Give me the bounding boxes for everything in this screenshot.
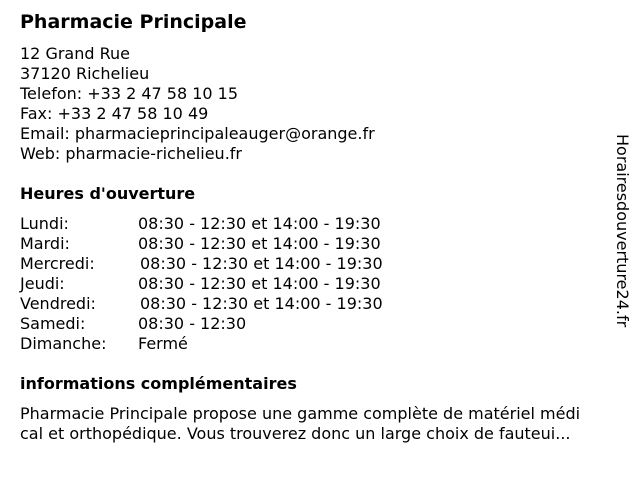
hours-row-wednesday [20,254,440,274]
day-hours: Fermé [138,334,188,353]
day-hours: 08:30 - 12:30 [138,314,247,333]
hours-row-thursday [20,274,440,294]
day-label: Vendredi: [20,294,96,313]
hours-heading: Heures d'ouverture [20,184,196,203]
phone-number: Telefon: +33 2 47 58 10 15 [20,84,239,103]
day-label: Mardi: [20,234,70,253]
hours-row-sunday [20,334,440,354]
site-watermark: Horairesdouverture24.fr [613,134,632,328]
hours-row-friday [20,294,440,314]
address-street: 12 Grand Rue [20,44,130,63]
info-line: Pharmacie Principale propose une gamme complète de matériel médi [20,404,581,423]
fax-number: Fax: +33 2 47 58 10 49 [20,104,209,123]
hours-row-monday [20,214,440,234]
contact-block [20,44,375,164]
info-description [20,404,620,444]
website: Web: pharmacie-richelieu.fr [20,144,242,163]
info-heading: informations complémentaires [20,374,297,393]
day-hours: 08:30 - 12:30 et 14:00 - 19:30 [140,294,383,313]
day-label: Samedi: [20,314,86,333]
info-line: cal et orthopédique. Vous trouverez donc un large choix de fauteui... [20,424,571,443]
day-hours: 08:30 - 12:30 et 14:00 - 19:30 [140,254,383,273]
day-hours: 08:30 - 12:30 et 14:00 - 19:30 [138,274,381,293]
day-label: Jeudi: [20,274,65,293]
opening-hours-table [20,214,440,354]
hours-row-saturday [20,314,440,334]
day-label: Lundi: [20,214,69,233]
day-hours: 08:30 - 12:30 et 14:00 - 19:30 [138,214,381,233]
address-city: 37120 Richelieu [20,64,150,83]
hours-row-tuesday [20,234,440,254]
day-label: Mercredi: [20,254,95,273]
email-address: Email: pharmacieprincipaleauger@orange.fr [20,124,375,143]
day-label: Dimanche: [20,334,107,353]
pharmacy-name: Pharmacie Principale [20,11,247,33]
day-hours: 08:30 - 12:30 et 14:00 - 19:30 [138,234,381,253]
